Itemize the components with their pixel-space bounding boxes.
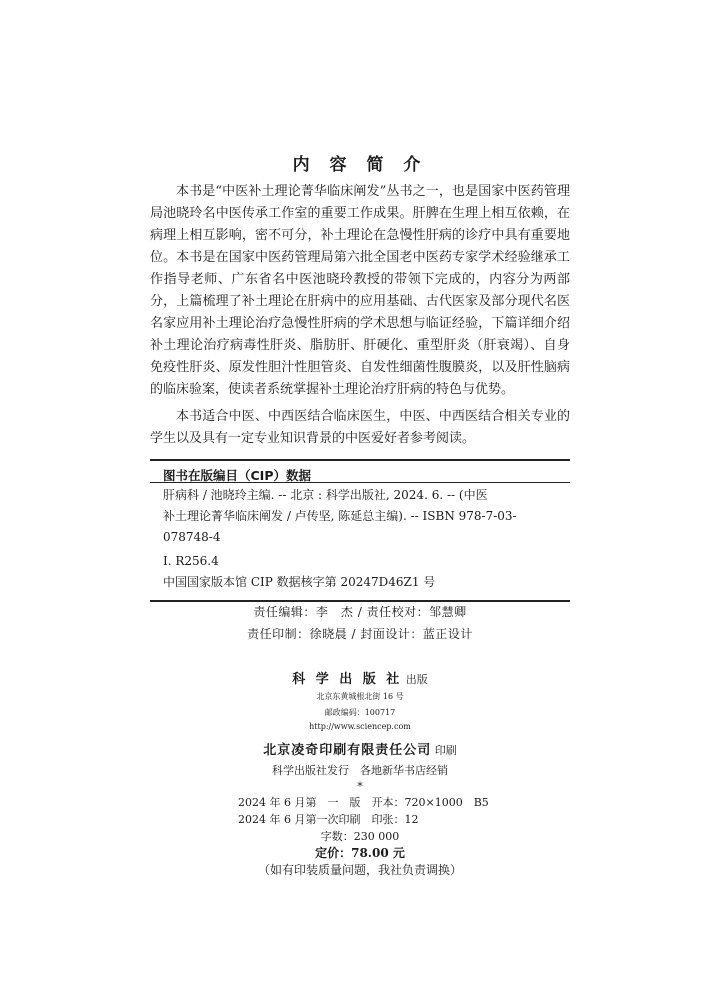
cip-number: 中国国家版本馆 CIP 数据核字第 20247D46Z1 号 [163,575,436,589]
cip-heading-rule [150,482,570,483]
printer-suffix: 印刷 [434,744,457,757]
cip-heading: 图书在版编目（CIP）数据 [163,468,311,483]
separator-star: * [357,780,363,793]
cip-classification: Ⅰ. R256.4 [163,554,219,568]
production-credits: 责任印制：徐晓晨 / 封面设计：蓝正设计 [247,627,473,641]
intro-paragraph-1: 本书是“中医补土理论菁华临床阐发”丛书之一，也是国家中医药管理局池晓玲名中医传承工作室的重要工作成果。肝脾在生理上相互依赖，在病理上相互影响，密不可分，补土理论在急慢性肝病的诊疗中具有重要地位。本书是在国家中医药管理局第六批全国老中医药专家学术经验继承工作指导老师、广东省名中医池晓玲教授的带领下完成的，内容分为两部分，上篇梳理了补土理论在肝病中的应用基础、古代医家及部分现代名医名家应用补土理论治疗急慢性肝病的学术思想与临证经验，下篇详细介绍补土理论治疗病毒性肝炎、脂肪肝、肝硬化、重型肝炎（肝衰竭）、自身免疫性肝炎、原发性胆汁性胆管炎、自发性细菌性腹膜炎，以及肝性脑病的临床验案，使读者系统掌握补土理论治疗肝病的特色与优势。 [150,184,570,397]
publisher-url: http://www.sciencep.com [309,722,411,731]
cip-record [163,485,568,593]
edition-line: 2024 年 6 月第 一 版 开本：720×1000 B5 [238,796,489,809]
cip-line: 补土理论菁华临床阐发 / 卢传坚, 陈延总主编). -- ISBN 978-7-03- [163,509,517,523]
distribution-line: 科学出版社发行 各地新华书店经销 [272,764,448,777]
cip-line: 078748-4 [163,530,221,544]
book-introduction [150,181,570,450]
price-line [0,844,720,861]
publisher-address: 北京东黄城根北街 16 号 [316,692,404,701]
printing-line: 2024 年 6 月第一次印刷 印张：12 [238,813,419,826]
cip-top-rule [150,459,570,461]
cip-bottom-rule [150,600,570,602]
printer-name: 北京凌奇印刷有限责任公司 [263,743,432,758]
publisher-postcode: 邮政编码：100717 [324,708,396,717]
publisher-name: 科 学 出 版 社 [292,672,403,687]
editor-credits: 责任编辑：李 杰 / 责任校对：邹慧卿 [253,605,467,619]
publisher-line [0,668,720,687]
cip-line: 肝病科 / 池晓玲主编. -- 北京 : 科学出版社, 2024. 6. -- (中医 [163,488,488,502]
quality-notice: （如有印装质量问题，我社负责调换） [257,863,462,877]
price: 定价：78.00 元 [315,846,405,860]
page-title: 内 容 简 介 [292,155,428,175]
intro-paragraph-2: 本书适合中医、中西医结合临床医生，中医、中西医结合相关专业的学生以及具有一定专业知识背景的中医爱好者参考阅读。 [150,409,570,446]
printer-line [0,739,720,758]
word-count: 字数：230 000 [320,830,400,843]
publisher-suffix: 出版 [405,673,428,686]
